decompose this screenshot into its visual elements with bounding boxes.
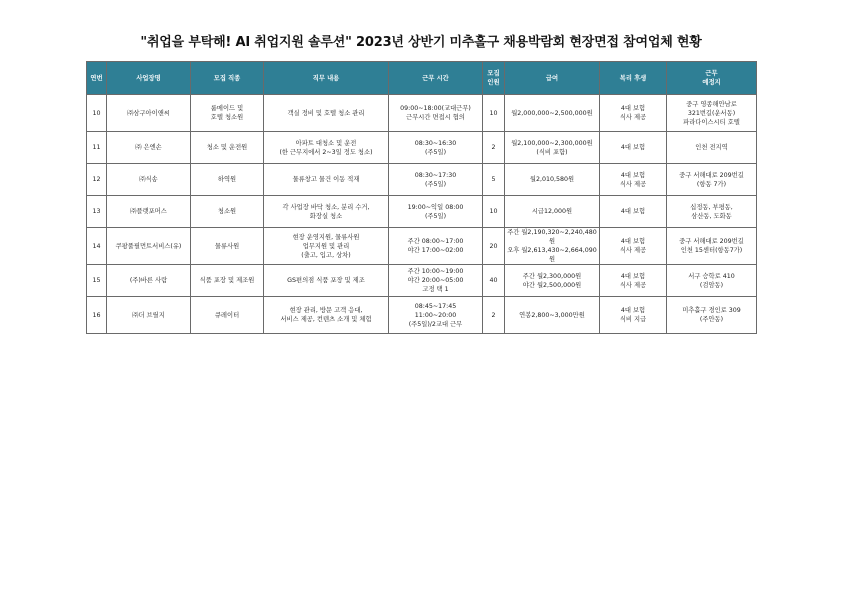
cell-duties: 물류창고 물건 이동 적재 — [264, 164, 389, 196]
cell-company: ㈜삼구아이앤씨 — [107, 95, 191, 132]
cell-duties: GS편의점 식품 포장 및 제조 — [264, 265, 389, 297]
header-duties: 직무 내용 — [264, 62, 389, 95]
cell-location: 중구 서해대로 209번길 (항동 7가) — [667, 164, 757, 196]
cell-job-type: 청소 및 운전원 — [191, 132, 264, 164]
cell-salary: 월2,010,580원 — [505, 164, 600, 196]
cell-hours: 08:30~16:30 (주5일) — [389, 132, 483, 164]
cell-company: ㈜플랫포머스 — [107, 196, 191, 228]
header-hours: 근무 시간 — [389, 62, 483, 95]
table-row — [87, 164, 757, 196]
cell-location: 중구 서해대로 209번길 인천 15센터(항동7가) — [667, 228, 757, 265]
cell-no: 15 — [87, 265, 107, 297]
cell-job-type: 물류사원 — [191, 228, 264, 265]
cell-job-type: 식품 포장 및 제조원 — [191, 265, 264, 297]
cell-company: 쿠팡풀필먼트서비스(유) — [107, 228, 191, 265]
table-header-row — [87, 62, 757, 95]
cell-benefits: 4대 보험 — [600, 196, 667, 228]
cell-benefits: 4대 보험 식사 제공 — [600, 265, 667, 297]
cell-no: 13 — [87, 196, 107, 228]
cell-headcount: 2 — [483, 297, 505, 334]
cell-salary: 시급12,000원 — [505, 196, 600, 228]
header-headcount: 모집 인원 — [483, 62, 505, 95]
cell-no: 16 — [87, 297, 107, 334]
cell-benefits: 4대 보험 식사 제공 — [600, 164, 667, 196]
cell-hours: 주간 10:00~19:00 야간 20:00~05:00 고정 택 1 — [389, 265, 483, 297]
header-job-type: 모집 직종 — [191, 62, 264, 95]
table-row — [87, 265, 757, 297]
cell-job-type: 하역원 — [191, 164, 264, 196]
cell-hours: 주간 08:00~17:00 야간 17:00~02:00 — [389, 228, 483, 265]
cell-location: 서구 승학로 410 (검암동) — [667, 265, 757, 297]
cell-duties: 아파트 대청소 및 운전 (한 근무지에서 2~3일 정도 청소) — [264, 132, 389, 164]
table-row — [87, 297, 757, 334]
cell-company: (주)바른 사람 — [107, 265, 191, 297]
cell-hours: 19:00~익일 08:00 (주5일) — [389, 196, 483, 228]
cell-benefits: 4대 보험 — [600, 132, 667, 164]
cell-headcount: 10 — [483, 95, 505, 132]
cell-location: 인천 전지역 — [667, 132, 757, 164]
cell-no: 10 — [87, 95, 107, 132]
company-table — [86, 61, 757, 334]
cell-headcount: 40 — [483, 265, 505, 297]
cell-duties: 객실 정비 및 호텔 청소 관리 — [264, 95, 389, 132]
cell-salary: 주간 월2,300,000원 야간 월2,500,000원 — [505, 265, 600, 297]
cell-benefits: 4대 보험 식사 제공 — [600, 228, 667, 265]
header-no: 연번 — [87, 62, 107, 95]
table-row — [87, 132, 757, 164]
cell-headcount: 5 — [483, 164, 505, 196]
cell-salary: 연봉2,800~3,000만원 — [505, 297, 600, 334]
cell-job-type: 큐레이터 — [191, 297, 264, 334]
cell-company: ㈜ 은엔손 — [107, 132, 191, 164]
cell-hours: 08:45~17:45 11:00~20:00 (주5일)/2교대 근무 — [389, 297, 483, 334]
table-row — [87, 196, 757, 228]
cell-job-type: 청소원 — [191, 196, 264, 228]
cell-duties: 현장 운영지원, 물류사원 업무지원 및 관리 (출고, 입고, 상차) — [264, 228, 389, 265]
cell-no: 12 — [87, 164, 107, 196]
cell-location: 중구 영종해안남로 321번길(운서동) 파라다이스시티 호텔 — [667, 95, 757, 132]
cell-duties: 각 사업장 바닥 청소, 분리 수거, 화장실 청소 — [264, 196, 389, 228]
cell-no: 11 — [87, 132, 107, 164]
cell-no: 14 — [87, 228, 107, 265]
cell-company: ㈜더 브릴지 — [107, 297, 191, 334]
header-location: 근무 예정지 — [667, 62, 757, 95]
cell-salary: 월2,000,000~2,500,000원 — [505, 95, 600, 132]
cell-location: 미추홀구 경인로 309 (주안동) — [667, 297, 757, 334]
cell-salary: 월2,100,000~2,300,000원 (식비 포함) — [505, 132, 600, 164]
table-row — [87, 95, 757, 132]
cell-benefits: 4대 보험 식비 지급 — [600, 297, 667, 334]
page-title: "취업을 부탁해! AI 취업지원 솔루션" 2023년 상반기 미추홀구 채용박람회 현장면접 참여업체 현황 — [140, 35, 702, 50]
cell-location: 십정동, 부평동, 삼산동, 도화동 — [667, 196, 757, 228]
cell-company: ㈜식송 — [107, 164, 191, 196]
cell-hours: 09:00~18:00(교대근무) 근무시간 면접시 협의 — [389, 95, 483, 132]
table-row — [87, 228, 757, 265]
cell-hours: 08:30~17:30 (주5일) — [389, 164, 483, 196]
cell-headcount: 2 — [483, 132, 505, 164]
cell-duties: 현장 관리, 방문 고객 응대, 서비스 제공, 컨텐츠 소개 및 체험 — [264, 297, 389, 334]
header-benefits: 복리 후생 — [600, 62, 667, 95]
cell-headcount: 10 — [483, 196, 505, 228]
cell-benefits: 4대 보험 식사 제공 — [600, 95, 667, 132]
header-company: 사업장명 — [107, 62, 191, 95]
cell-job-type: 룸메이드 및 호텔 청소원 — [191, 95, 264, 132]
cell-headcount: 20 — [483, 228, 505, 265]
header-salary: 급여 — [505, 62, 600, 95]
cell-salary: 주간 월2,190,320~2,240,480원 오후 월2,613,430~2,664,090원 — [505, 228, 600, 265]
